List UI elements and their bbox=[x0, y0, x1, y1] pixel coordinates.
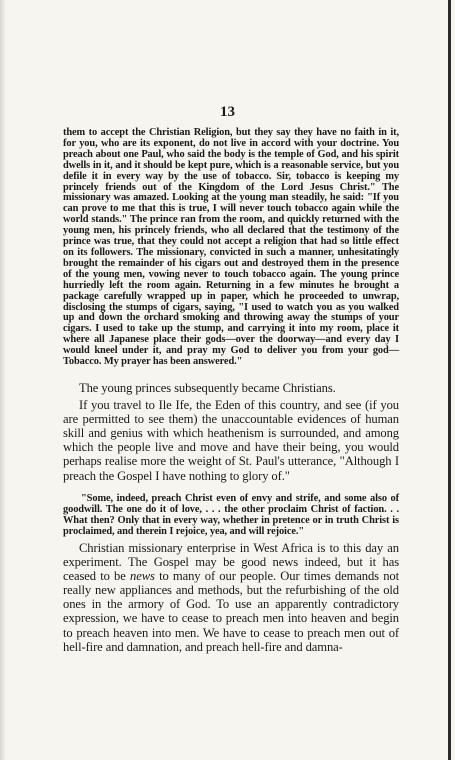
missionary-story-text: them to accept the Christian Religion, but they say they have no faith in it, for you, who are its exponent, do not live in accord with your doctrine. You preach about one Paul, who said the body is the temple of God, and his spirit dwells in it, and it should be kept pure, which is a reasonable service, but you defile it in every way by the use of tobacco. Sir, tobacco is keeping my princely friends out of the Kingdom of the Lord Jesus Christ." The missionary was amazed. Looking at the young man steadily, he said: "If you can prove to me that this is true, I will never touch tobacco again while the world stands." The prince ran from the room, and quickly returned with the young men, his princely friends, who all declared that the testimony of the prince was true, that they could not accept a religion that had so little effect on its followers. The missionary, convicted in such a manner, unhesitatingly brought the remainder of his cigars out and destroyed them in the presence of the young men, vowing never to touch tobacco again. The young prince hurriedly left the room again. Returning in a few minutes he brought a package carefully wrapped up in paper, which he proceeded to unwrap, disclosing the stumps of cigars, saying, "I used to watch you as you walked up and down the orchard smoking and throwing away the stumps of your cigars. I used to take up the stump, and carrying it into my room, place it where all Japanese place their gods—over the doorway—and every day I would kneel under it, and pray my God to deliver you from your god—Tobacco. My prayer has been answered." bbox=[63, 127, 399, 368]
missionary-enterprise-paragraph bbox=[63, 541, 399, 654]
enterprise-text-part2: to many of our people. Our times demands not really new appliances and methods, but the refurbishing of the old ones in the armory of God. To use an apparently contradictory expression, we have to cease to preach men into heaven and begin to preach heaven into men. We have to cease to preach men out of hell-fire and damnation, and preach hell-fire and damna- bbox=[63, 569, 400, 654]
missionary-story-paragraph bbox=[63, 128, 399, 368]
page-edge-rule bbox=[448, 0, 451, 760]
scripture-quote bbox=[63, 494, 399, 538]
page-number: 13 bbox=[220, 104, 235, 120]
enterprise-news-emphasis: news bbox=[130, 569, 155, 584]
scripture-quote-text: "Some, indeed, preach Christ even of envy and strife, and some also of goodwill. The one do it of love, . . . the other proclaim Christ of faction. . . What then? Only that in every way, whether in pretence or in truth Christ is proclaimed, and therein I rejoice, yea, and will rejoice." bbox=[63, 493, 399, 537]
princes-section bbox=[63, 381, 399, 483]
ile-ife-paragraph: If you travel to Ile Ife, the Eden of this country, and see (if you are permitted to see them) the unaccountable evidences of human skill and genius with which heathenism is surrounded, and among which the people live and move and have their being, you would perhaps realise more the weight of St. Paul's utterance, "Although I preach the Gospel I have nothing to glory of." bbox=[63, 398, 399, 483]
princes-became-christians-paragraph: The young princes subsequently became Christians. bbox=[79, 381, 336, 395]
enterprise-text-part1: Christian missionary enterprise in West Africa is to this day an experiment. The Gospel may be good news indeed, but it has ceased to be bbox=[63, 541, 399, 584]
missionary-enterprise-section bbox=[63, 541, 399, 654]
